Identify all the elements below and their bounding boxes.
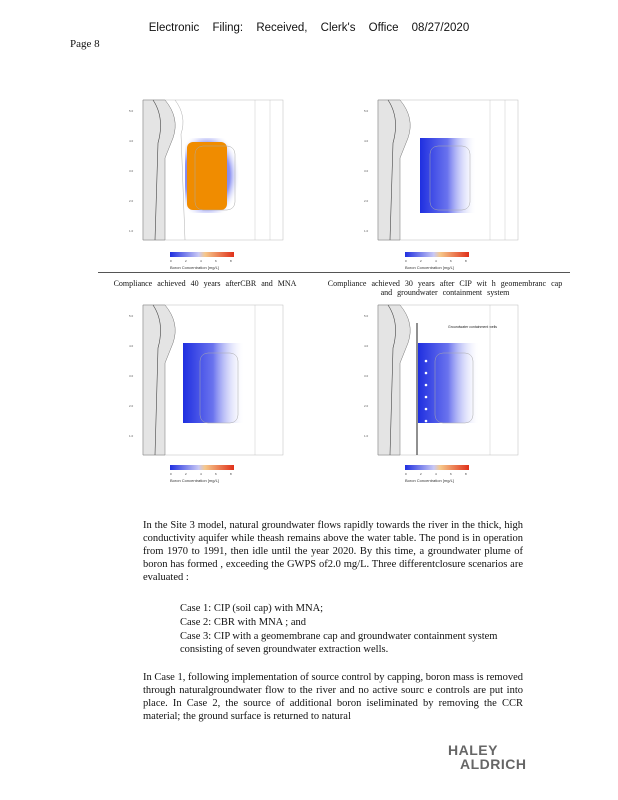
svg-text:1.0: 1.0 [364,434,369,438]
svg-text:3.0: 3.0 [364,374,369,378]
svg-text:2.0: 2.0 [364,199,369,203]
model-figure-2 [360,98,520,270]
model-figure-4 [360,303,520,483]
svg-text:2.0: 2.0 [129,404,134,408]
wells-annotation: Groundwater containment wells [448,325,498,329]
svg-text:8: 8 [230,259,232,263]
svg-text:6: 6 [215,259,217,263]
svg-text:2: 2 [420,472,422,476]
svg-text:3.0: 3.0 [364,169,369,173]
svg-text:0: 0 [405,259,407,263]
svg-text:4: 4 [200,259,202,263]
svg-text:6: 6 [450,472,452,476]
filing-stamp: Electronic Filing: Received, Clerk's Office 08/27/2020 [148,22,470,34]
svg-text:2: 2 [420,259,422,263]
page-number: Page 8 [70,38,100,50]
svg-text:0: 0 [405,472,407,476]
colorbar-label: Boron Concentration [mg/L] [405,478,454,483]
colorbar-label: Boron Concentration [mg/L] [170,478,219,483]
svg-text:4.0: 4.0 [129,344,134,348]
svg-text:4.0: 4.0 [364,139,369,143]
svg-text:2.0: 2.0 [364,404,369,408]
haley-aldrich-logo: HALEY ALDRICH [448,742,527,772]
svg-text:5.0: 5.0 [129,109,134,113]
svg-text:4.0: 4.0 [364,344,369,348]
svg-text:1.0: 1.0 [129,229,134,233]
model-figure-3 [125,303,285,483]
list-item: Case 1: CIP (soil cap) with MNA; [180,603,324,614]
svg-text:5.0: 5.0 [364,314,369,318]
svg-text:1.0: 1.0 [364,229,369,233]
svg-text:2.0: 2.0 [129,199,134,203]
colorbar-label: Boron Concentration [mg/L] [405,265,454,270]
svg-text:4: 4 [200,472,202,476]
svg-text:2: 2 [185,259,187,263]
svg-text:8: 8 [465,472,467,476]
svg-text:5.0: 5.0 [364,109,369,113]
paragraph-intro: In the Site 3 model, natural groundwater flows rapidly towards the river in the thick, high conductivity aquifer while theash remains above the water table. The pond is in operation from 1970 to 1991, then idle until the year 2020. By this time, a groundwater plume of boron has formed , exceeding the GWPS of2.0 mg/L. Three differentclosure scenarios are evaluated : [143,520,523,583]
svg-text:1.0: 1.0 [129,434,134,438]
svg-text:3.0: 3.0 [129,169,134,173]
case-list [160,602,520,664]
caption-figure-2: Compliance achieved 30 years after CIP wit h geomembranc cap and groundwater containment system [327,279,563,297]
list-item: Case 3: CIP with a geomembrane cap and groundwater containment system consisting of seven groundwater extraction wells. [180,631,498,655]
svg-text:8: 8 [230,472,232,476]
colorbar-label: Boron Concentration [mg/L] [170,265,219,270]
svg-text:4: 4 [435,472,437,476]
paragraph-case1: In Case 1, following implementation of source control by capping, boron mass is removed through naturalgroundwater flow to the river and no active sourc e controls are put into place. In Case 2, the source of additional boron iseliminated by removing the CCR material; the ground surface is returned to natural [143,672,523,722]
list-item: Case 2: CBR with MNA ; and [180,617,307,628]
svg-text:2: 2 [185,472,187,476]
svg-text:5.0: 5.0 [129,314,134,318]
caption-figure-1: Compliance achieved 40 years afterCBR and MNA [113,279,297,288]
svg-text:8: 8 [465,259,467,263]
svg-text:4: 4 [435,259,437,263]
svg-text:0: 0 [170,259,172,263]
svg-text:6: 6 [450,259,452,263]
svg-text:6: 6 [215,472,217,476]
svg-text:0: 0 [170,472,172,476]
caption-divider [98,272,570,273]
svg-text:3.0: 3.0 [129,374,134,378]
svg-text:4.0: 4.0 [129,139,134,143]
model-figure-1 [125,98,285,270]
